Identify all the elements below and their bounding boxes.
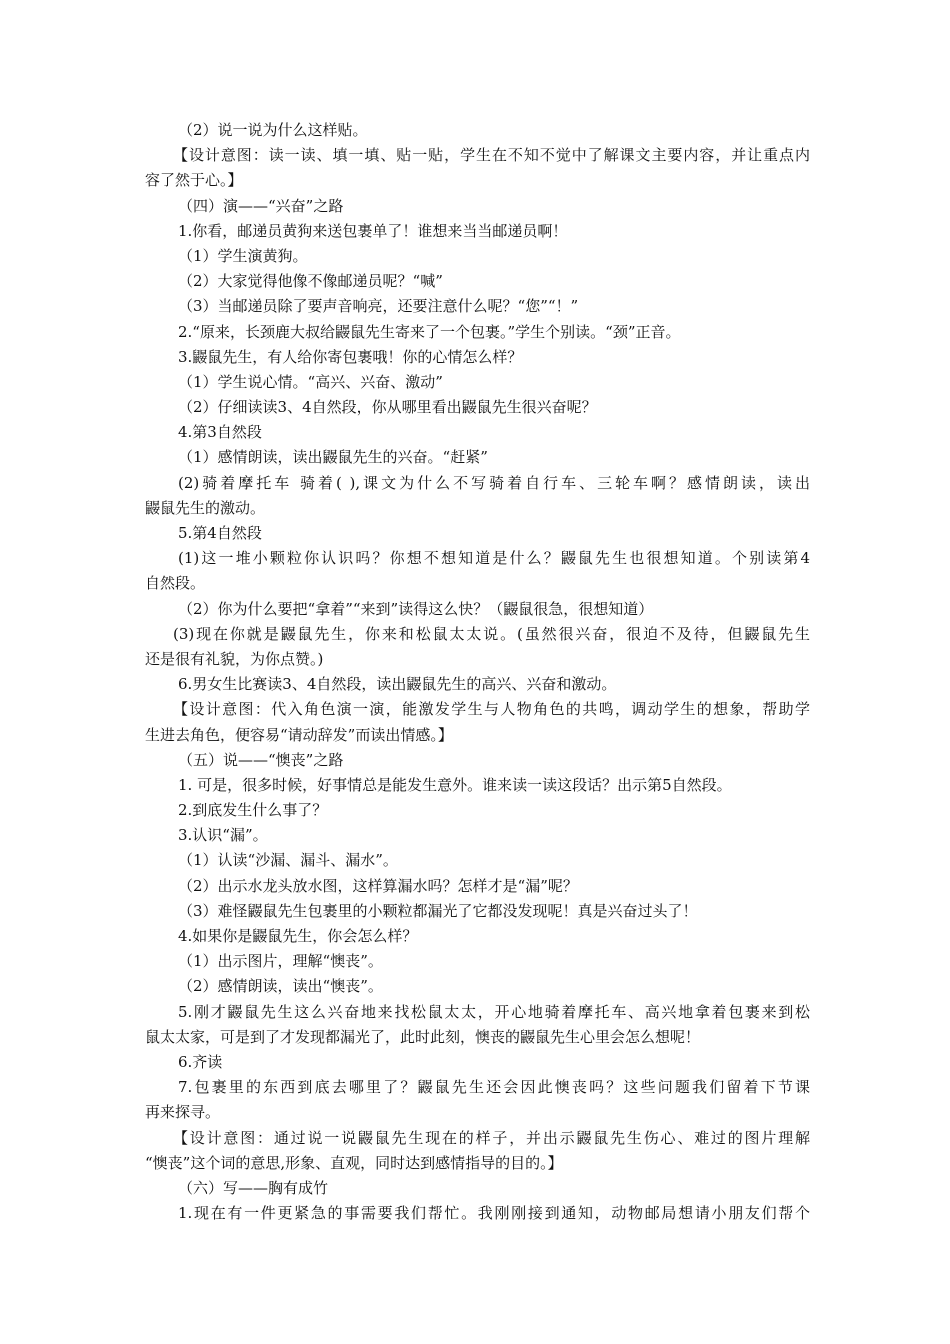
text-line: 容了然于心。】 [145, 171, 243, 190]
text-line: 【设计意图：通过说一说鼹鼠先生现在的样子，并出示鼹鼠先生伤心、难过的图片理解 [173, 1128, 810, 1147]
text-line: （四）演——“兴奋”之路 [178, 196, 344, 215]
text-line: 自然段。 [145, 574, 206, 593]
text-line: （3）当邮递员除了要声音响亮，还要注意什么呢？“您”“！” [178, 297, 579, 316]
text-line: 3.鼹鼠先生，有人给你寄包裹哦！你的心情怎么样？ [178, 347, 523, 366]
text-line: （2）感情朗读，读出“懊丧”。 [178, 977, 383, 996]
text-line: 4.如果你是鼹鼠先生，你会怎么样？ [178, 927, 418, 945]
text-line: 3.认识“漏”。 [178, 826, 268, 845]
text-line: 7.包裹里的东西到底去哪里了？鼹鼠先生还会因此懊丧吗？这些问题我们留着下节课 [178, 1078, 810, 1097]
document-body [145, 118, 810, 1226]
text-line: （2）仔细读读3、4自然段，你从哪里看出鼹鼠先生很兴奋呢？ [178, 398, 597, 417]
text-line: （1）出示图片，理解“懊丧”。 [178, 952, 383, 971]
text-line: （1）感情朗读，读出鼹鼠先生的兴奋。“赶紧” [178, 448, 488, 467]
text-line: （1）学生说心情。“高兴、兴奋、激动” [178, 372, 443, 391]
text-line: 1. 可是，很多时候，好事情总是能发生意外。谁来读一读这段话？出示第5自然段。 [178, 775, 732, 794]
text-line: 【设计意图：代入角色演一演，能激发学生与人物角色的共鸣，调动学生的想象，帮助学 [173, 700, 810, 719]
text-line: （2）你为什么要把“拿着”“来到”读得这么快？（鼹鼠很急，很想知道） [178, 599, 654, 618]
text-line: 6.齐读 [178, 1052, 223, 1071]
text-line: （五）说——“懊丧”之路 [178, 750, 344, 769]
text-line: 1.你看，邮递员黄狗来送包裹单了！谁想来当当邮递员啊！ [178, 221, 568, 240]
text-line: （六）写——胸有成竹 [178, 1178, 329, 1197]
text-line: （1）认读“沙漏、漏斗、漏水”。 [178, 851, 398, 870]
text-line: 生进去角色，便容易“请动辞发”而读出情感。】 [145, 725, 453, 744]
text-line: 还是很有礼貌，为你点赞。) [145, 649, 324, 668]
text-line: 6.男女生比赛读3、4自然段，读出鼹鼠先生的高兴、兴奋和激动。 [178, 675, 617, 694]
text-line: 5.刚才鼹鼠先生这么兴奋地来找松鼠太太，开心地骑着摩托车、高兴地拿着包裹来到松 [178, 1002, 810, 1021]
text-line: 【设计意图：读一读、填一填、贴一贴，学生在不知不觉中了解课文主要内容，并让重点内 [173, 146, 810, 165]
text-line: （2）出示水龙头放水图，这样算漏水吗？怎样才是“漏”呢？ [178, 876, 578, 895]
text-line: 4.第3自然段 [178, 423, 262, 442]
text-line: (2)骑着摩托车 骑着( ),课文为什么不写骑着自行车、三轮车啊？感情朗读，读出 [178, 473, 810, 492]
text-line: 鼹鼠先生的激动。 [145, 498, 266, 517]
text-line: （3）难怪鼹鼠先生包裹里的小颗粒都漏光了它都没发现呢！真是兴奋过头了！ [178, 901, 698, 920]
text-line: 2.到底发生什么事了？ [178, 801, 328, 820]
text-line: 鼠太太家，可是到了才发现都漏光了，此时此刻，懊丧的鼹鼠先生心里会怎么想呢！ [145, 1027, 701, 1046]
text-line: （1）学生演黄狗。 [178, 246, 308, 265]
text-line: 5.第4自然段 [178, 524, 262, 542]
text-line: 1.现在有一件更紧急的事需要我们帮忙。我刚刚接到通知，动物邮局想请小朋友们帮个 [178, 1204, 810, 1223]
text-line: （2）说一说为什么这样贴。 [178, 121, 368, 139]
text-line: 2.“原来，长颈鹿大叔给鼹鼠先生寄来了一个包裹。”学生个别读。“颈”正音。 [178, 322, 681, 341]
text-line: “懊丧”这个词的意思,形象、直观，同时达到感情指导的目的。】 [145, 1153, 563, 1172]
text-line: (3)现在你就是鼹鼠先生，你来和松鼠太太说。(虽然很兴奋，很迫不及待，但鼹鼠先生 [173, 624, 810, 643]
text-line: （2）大家觉得他像不像邮递员呢？“喊” [178, 272, 443, 291]
text-line: 再来探寻。 [145, 1103, 221, 1122]
text-line: (1)这一堆小颗粒你认识吗？你想不想知道是什么？鼹鼠先生也很想知道。个别读第4 [178, 549, 810, 568]
